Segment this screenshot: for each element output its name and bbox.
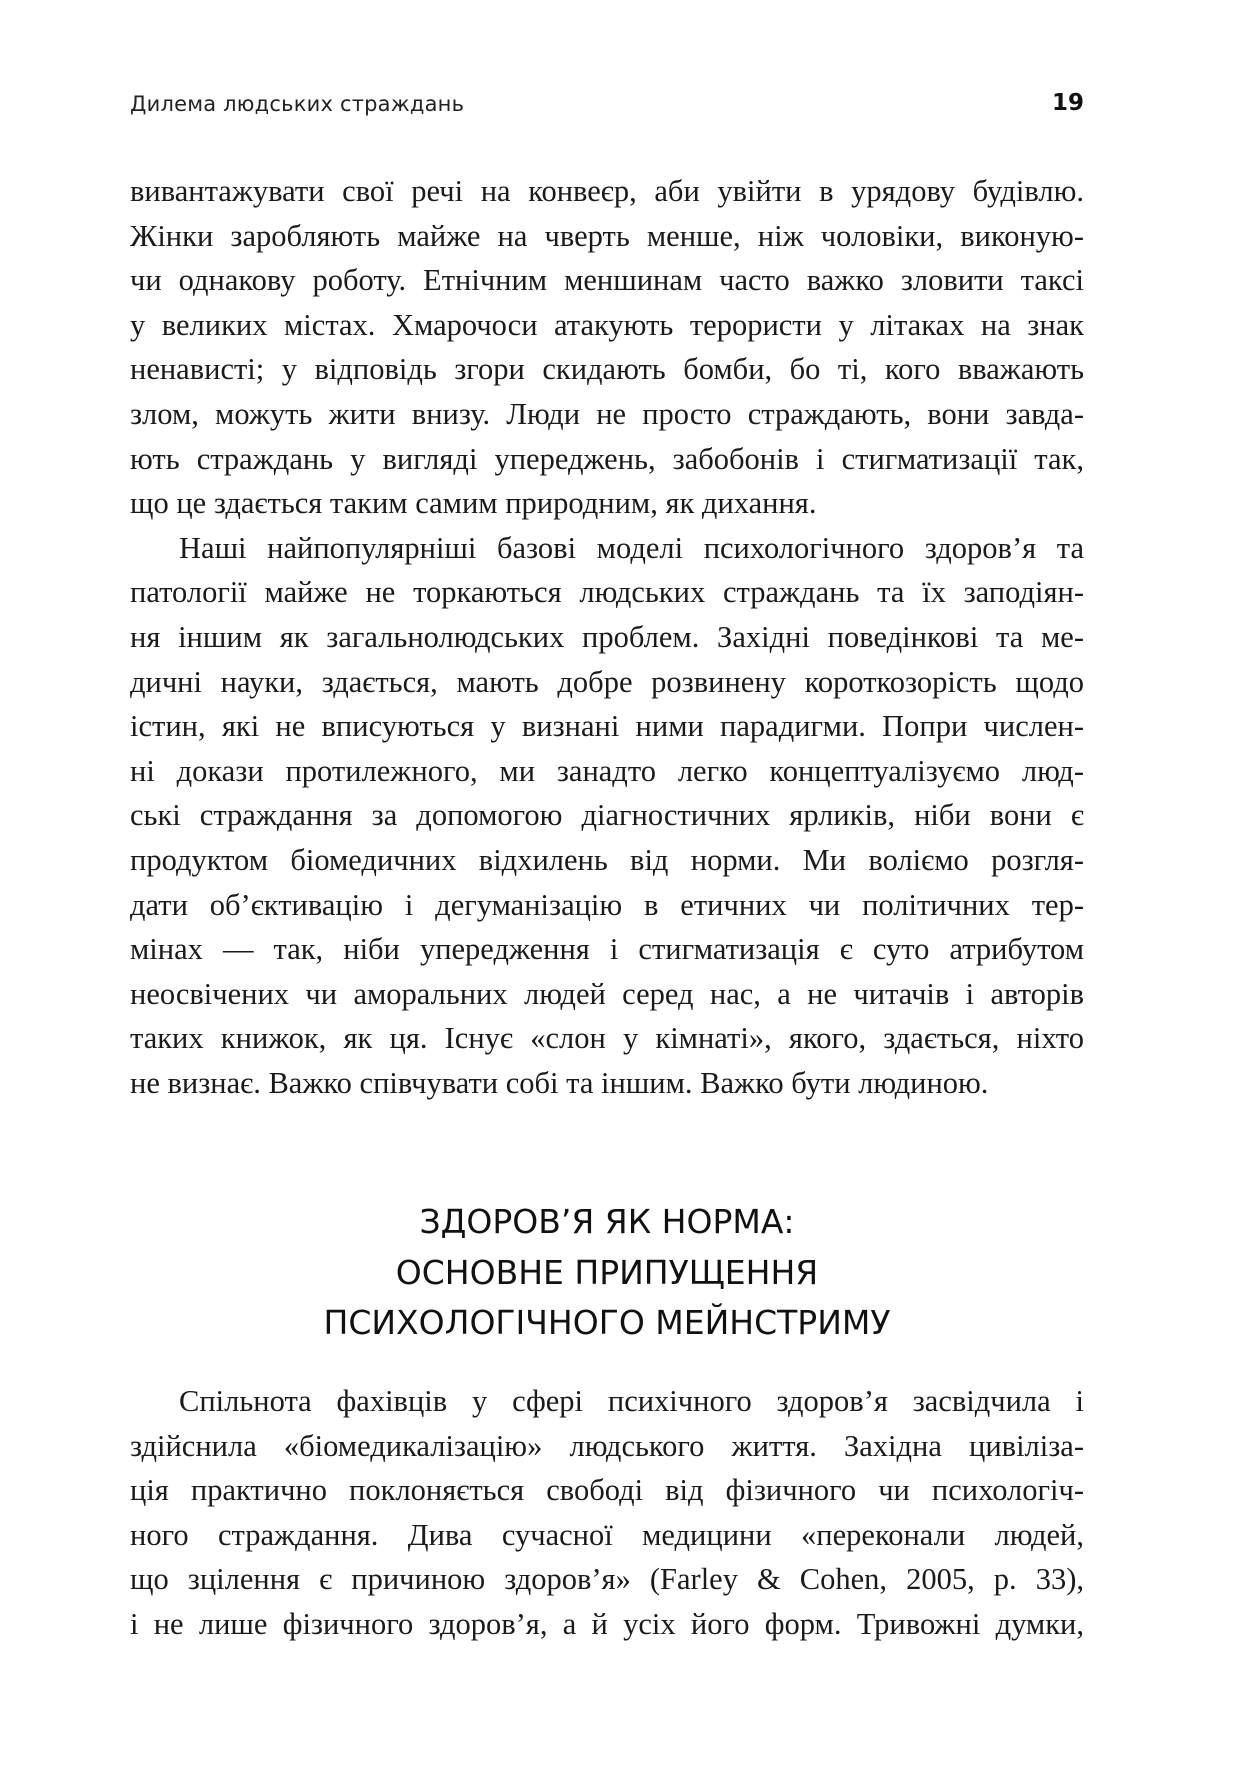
text-line: неосвічених чи аморальних людей серед нас, а не читачів і авторів [130, 976, 1084, 1011]
text-line: ні докази протилежного, ми занадто легко концептуалізуємо люд- [130, 753, 1084, 788]
body-text-top [130, 169, 1084, 1105]
text-line: ські страждання за допомогою діагностичних ярликів, ніби вони є [130, 798, 1084, 833]
paragraph-first-line: Наші найпопулярніші базові моделі психологічного здоров’я та [179, 530, 1084, 565]
text-line: ненависті; у відповідь згори скидають бомби, бо ті, кого вважають [130, 352, 1084, 387]
text-line: що це здається таким самим природним, як дихання. [130, 486, 817, 521]
text-line: злом, можуть жити внизу. Люди не просто страждають, вони завда- [130, 396, 1084, 431]
section-heading [130, 1197, 1084, 1349]
text-line: не визнає. Важко співчувати собі та іншим. Важко бути людиною. [130, 1065, 989, 1100]
text-line: дати об’єктивацію і дегуманізацію в етичних чи політичних тер- [130, 887, 1084, 922]
text-line: Жінки заробляють майже на чверть менше, ніж чоловіки, виконую- [130, 218, 1084, 253]
text-line: істин, які не вписуються у визнані ними парадигми. Попри числен- [130, 709, 1084, 744]
text-line: дичні науки, здається, мають добре розвинену короткозорість щодо [130, 664, 1084, 699]
text-line: ція практично поклоняється свободі від фізичного чи психологіч- [130, 1473, 1084, 1508]
body-text-bottom [130, 1379, 1084, 1647]
text-line: ня іншим як загальнолюдських проблем. Західні поведінкові та ме- [130, 619, 1084, 654]
page-number: 19 [1051, 90, 1084, 116]
text-line: ють страждань у вигляді упереджень, забобонів і стигматизації так, [130, 441, 1084, 476]
section-heading-line: ПСИХОЛОГІЧНОГО МЕЙНСТРИМУ [323, 1303, 891, 1342]
section-heading-line: ЗДОРОВ’Я ЯК НОРМА: [419, 1202, 795, 1241]
text-line: вивантажувати свої речі на конвеєр, аби увійти в урядову будівлю. [130, 174, 1084, 208]
section-heading-line: ОСНОВНЕ ПРИПУЩЕННЯ [395, 1252, 819, 1292]
text-line: продуктом біомедичних відхилень від норми. Ми воліємо розгля- [130, 842, 1084, 877]
text-line: ного страждання. Дива сучасної медицини «переконали людей, [130, 1517, 1084, 1552]
text-line: таких книжок, як ця. Існує «слон у кімнаті», якого, здається, ніхто [130, 1021, 1084, 1056]
text-line: у великих містах. Хмарочоси атакують терористи у літаках на знак [130, 307, 1084, 342]
text-line: мінах — так, ніби упередження і стигматизація є суто атрибутом [130, 932, 1084, 967]
text-line: що зцілення є причиною здоров’я» (Farley & Cohen, 2005, p. 33), [130, 1562, 1084, 1597]
text-line: чи однакову роботу. Етнічним меншинам часто важко зловити таксі [130, 263, 1084, 298]
running-head-title: Дилема людських страждань [130, 92, 465, 116]
text-line: здійснила «біомедикалізацію» людського життя. Західна цивіліза- [130, 1428, 1084, 1463]
text-line: патології майже не торкаються людських страждань та їх заподіян- [130, 575, 1084, 610]
paragraph-first-line: Спільнота фахівців у сфері психічного здоров’я засвідчила і [179, 1384, 1084, 1418]
text-line: і не лише фізичного здоров’я, а й усіх його форм. Тривожні думки, [130, 1606, 1084, 1641]
